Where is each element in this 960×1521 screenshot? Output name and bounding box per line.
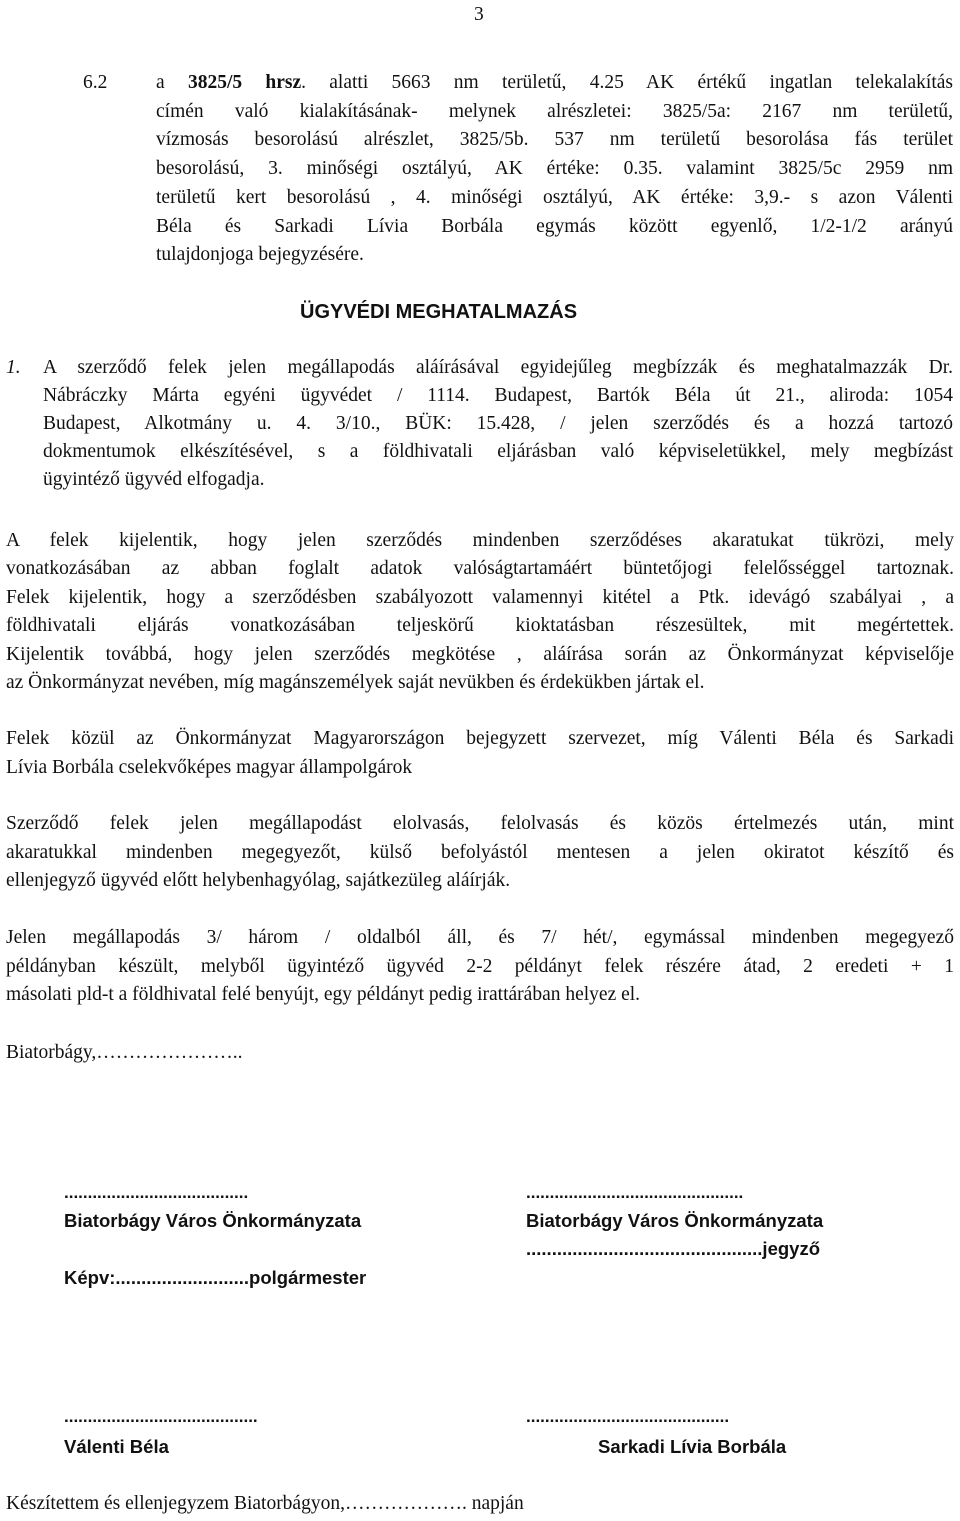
signature-role-notary: ..............................................jegyző	[526, 1238, 821, 1259]
text-line: Nábráczky Márta egyéni ügyvédet / 1114. Budapest, Bartók Béla út 21., aliroda: 1054	[43, 385, 953, 406]
item-number: 6.2	[83, 72, 108, 93]
signature-role-mayor: Képv:..........................polgármester	[64, 1267, 367, 1288]
text-line: Felek közül az Önkormányzat Magyarországon bejegyzett szervezet, míg Válenti Béla és Sarkadi	[6, 728, 954, 749]
text-line: A felek kijelentik, hogy jelen szerződés mindenben szerződéses akaratukat tükrözi, mely	[6, 530, 954, 551]
signature-name-sarkadi: Sarkadi Lívia Borbála	[598, 1436, 787, 1457]
parcel-number: 3825/5 hrsz	[187, 72, 302, 93]
text-line: ügyintéző ügyvéd elfogadja.	[43, 469, 265, 490]
section-heading: ÜGYVÉDI MEGHATALMAZÁS	[300, 301, 578, 323]
signature-name-valenti: Válenti Béla	[64, 1436, 169, 1457]
place-date: Biatorbágy,…………………..	[6, 1042, 243, 1063]
text-line: Kijelentik továbbá, hogy jelen szerződés megkötése , aláírása során az Önkormányzat képviselője	[6, 643, 954, 665]
text-line: A szerződő felek jelen megállapodás aláírásával egyidejűleg megbízzák és meghatalmazzák Dr.	[43, 357, 953, 378]
signature-line-sarkadi: ...........................................	[526, 1407, 730, 1426]
text-line: besorolású, 3. minőségi osztályú, AK értéke: 0.35. valamint 3825/5c 2959 nm	[156, 158, 953, 180]
text-segment: . alatti 5663 nm területű, 4.25 AK értékű ingatlan telekalakítás	[301, 72, 953, 93]
text-line: dokmentumok elkészítésével, s a földhivatali eljárásban való képviseletükkel, mely megbízást	[43, 441, 953, 462]
text-line: Budapest, Alkotmány u. 4. 3/10., BÜK: 15.428, / jelen szerződés és a hozzá tartozó	[43, 413, 953, 434]
text-line: Lívia Borbála cselekvőképes magyar állampolgárok	[6, 756, 413, 778]
text-line: példányban készült, melyből ügyintéző ügyvéd 2-2 példányt felek részére átad, 2 eredeti + 1	[6, 955, 954, 977]
text-line: akaratukkal mindenben megegyezőt, külső befolyástól mentesen a jelen okiratot készítő és	[6, 841, 954, 863]
text-segment: a	[156, 72, 188, 93]
text-line	[156, 72, 953, 94]
signature-line-valenti: .........................................	[64, 1407, 258, 1426]
text-line: Béla és Sarkadi Lívia Borbála egymás között egyenlő, 1/2-1/2 arányú	[156, 215, 953, 237]
text-line: ellenjegyző ügyvéd előtt helybenhagyólag, sajátkezüleg aláírják.	[6, 870, 511, 891]
page-number: 3	[474, 4, 484, 25]
signature-line-mayor: .......................................	[64, 1183, 249, 1202]
text-line: másolati pld-t a földhivatal felé benyújt, egy példányt pedig irattárában helyez el.	[6, 984, 641, 1005]
text-line: vízmosás besorolású alrészlet, 3825/5b. 537 nm területű besorolása fás terület	[156, 129, 953, 151]
text-line: Felek kijelentik, hogy a szerződésben szabályozott valamennyi kitétel a Ptk. idevágó szabályai , a	[6, 586, 954, 608]
text-line: vonatkozásában az abban foglalt adatok valóságtartamáért büntetőjogi felelősséggel tartoznak.	[6, 558, 954, 580]
text-line: Szerződő felek jelen megállapodást elolvasás, felolvasás és közös értelmezés után, mint	[6, 813, 954, 834]
text-line: az Önkormányzat nevében, míg magánszemélyek saját nevükben és érdekükben jártak el.	[6, 672, 705, 693]
poa-number: 1.	[6, 357, 21, 378]
signature-name-municipality-right: Biatorbágy Város Önkormányzata	[526, 1210, 824, 1231]
text-line: földhivatali eljárás vonatkozásában teljeskörű kioktatásban részesültek, mit megértettek.	[6, 615, 954, 637]
signature-line-notary: ..............................................	[526, 1183, 744, 1202]
text-line: területű kert besorolású , 4. minőségi osztályú, AK értéke: 3,9.- s azon Válenti	[156, 186, 953, 208]
text-line: Jelen megállapodás 3/ három / oldalból áll, és 7/ hét/, egymással mindenben megegyező	[6, 927, 954, 948]
signature-name-municipality-left: Biatorbágy Város Önkormányzata	[64, 1210, 362, 1231]
text-line: címén való kialakításának- melynek alrészletei: 3825/5a: 2167 nm területű,	[156, 100, 953, 122]
footer-countersign: Készítettem és ellenjegyzem Biatorbágyon,………………. napján	[6, 1493, 524, 1514]
text-line: tulajdonjoga bejegyzésére.	[156, 244, 364, 266]
